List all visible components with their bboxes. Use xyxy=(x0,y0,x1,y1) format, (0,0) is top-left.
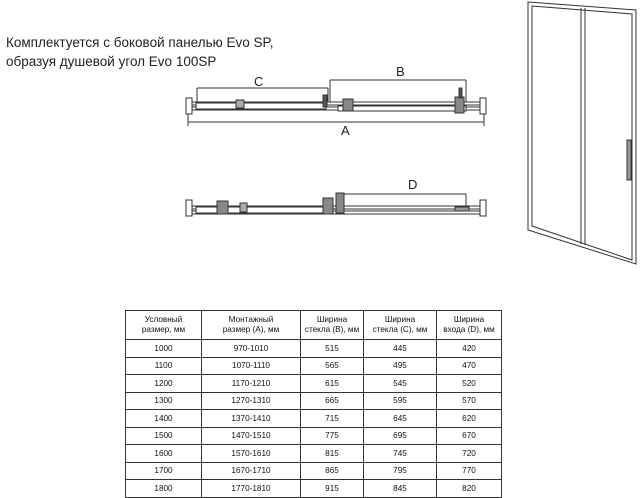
intro-line-1: Комплектуется с боковой панелью Evo SP, xyxy=(6,35,274,50)
table-cell: 670 xyxy=(437,427,502,445)
table-cell: 915 xyxy=(301,480,364,498)
table-cell: 1600 xyxy=(126,445,202,463)
table-cell: 1000 xyxy=(126,340,202,358)
table-cell: 1200 xyxy=(126,375,202,393)
header-entry-d xyxy=(437,311,502,340)
table-cell: 1670-1710 xyxy=(202,462,301,480)
header-text: стекла (C), мм xyxy=(372,325,428,334)
table-cell: 570 xyxy=(437,392,502,410)
table-cell: 865 xyxy=(301,462,364,480)
table-row xyxy=(126,427,502,445)
table-row xyxy=(126,375,502,393)
table-cell: 445 xyxy=(364,340,437,358)
table-cell: 420 xyxy=(437,340,502,358)
table-row xyxy=(126,392,502,410)
header-text: Ширина xyxy=(384,315,416,324)
table-cell: 565 xyxy=(301,357,364,375)
table-row xyxy=(126,410,502,428)
table-cell: 1800 xyxy=(126,480,202,498)
handle-top xyxy=(459,88,462,98)
table-cell: 595 xyxy=(364,392,437,410)
intro-line-2: образуя душевой угол Evo 100SP xyxy=(6,54,217,69)
table-cell: 720 xyxy=(437,445,502,463)
table-cell: 495 xyxy=(364,357,437,375)
size-table xyxy=(125,310,502,498)
table-cell: 620 xyxy=(437,410,502,428)
table-cell: 1170-1210 xyxy=(202,375,301,393)
table-cell: 1500 xyxy=(126,427,202,445)
glass-b xyxy=(338,106,466,111)
table-cell: 770 xyxy=(437,462,502,480)
header-text: входа (D), мм xyxy=(443,325,495,334)
table-cell: 1700 xyxy=(126,462,202,480)
table-row xyxy=(126,445,502,463)
table-cell: 1770-1810 xyxy=(202,480,301,498)
label-a: A xyxy=(341,123,350,138)
table-row xyxy=(126,340,502,358)
table-cell: 1070-1110 xyxy=(202,357,301,375)
header-text: Условный xyxy=(144,315,183,324)
table-cell: 645 xyxy=(364,410,437,428)
table-cell: 1270-1310 xyxy=(202,392,301,410)
table-cell: 1300 xyxy=(126,392,202,410)
table-cell: 665 xyxy=(301,392,364,410)
table-cell: 845 xyxy=(364,480,437,498)
header-text: стекла (B), мм xyxy=(304,325,360,334)
header-mounting-size xyxy=(202,311,301,340)
roller-1 xyxy=(343,99,353,111)
table-cell: 1470-1510 xyxy=(202,427,301,445)
header-nominal-size xyxy=(126,311,202,340)
table-cell: 1100 xyxy=(126,357,202,375)
table-row xyxy=(126,480,502,498)
door-perspective-view xyxy=(528,2,636,264)
table-cell: 520 xyxy=(437,375,502,393)
header-glass-c xyxy=(364,311,437,340)
table-cell: 545 xyxy=(364,375,437,393)
header-glass-b xyxy=(301,311,364,340)
header-text: размер, мм xyxy=(141,325,186,334)
wall-profile-left xyxy=(186,98,192,114)
top-plan-view xyxy=(186,80,486,126)
header-text: Ширина xyxy=(453,315,485,324)
label-c: C xyxy=(254,74,264,89)
table-cell: 795 xyxy=(364,462,437,480)
header-text: размер (A), мм xyxy=(222,325,280,334)
glass-c xyxy=(196,103,326,109)
table-cell: 1570-1610 xyxy=(202,445,301,463)
table-cell: 615 xyxy=(301,375,364,393)
door-frame-inner xyxy=(532,6,632,260)
table-cell: 1400 xyxy=(126,410,202,428)
label-d: D xyxy=(408,177,418,192)
table-cell: 695 xyxy=(364,427,437,445)
table-cell: 1370-1410 xyxy=(202,410,301,428)
roller-2 xyxy=(455,97,464,113)
table-cell: 715 xyxy=(301,410,364,428)
bottom-plan-view xyxy=(186,193,486,216)
table-cell: 515 xyxy=(301,340,364,358)
table-row xyxy=(126,357,502,375)
table-header-row xyxy=(126,311,502,340)
wall-profile-right xyxy=(480,98,486,114)
table-cell: 820 xyxy=(437,480,502,498)
header-text: Монтажный xyxy=(228,315,274,324)
table-cell: 970-1010 xyxy=(202,340,301,358)
table-cell: 815 xyxy=(301,445,364,463)
table-cell: 470 xyxy=(437,357,502,375)
table-cell: 775 xyxy=(301,427,364,445)
table-cell: 745 xyxy=(364,445,437,463)
door-handle xyxy=(627,140,631,180)
door-frame-outer xyxy=(528,2,636,264)
label-b: B xyxy=(396,64,405,79)
header-text: Ширина xyxy=(316,315,348,324)
